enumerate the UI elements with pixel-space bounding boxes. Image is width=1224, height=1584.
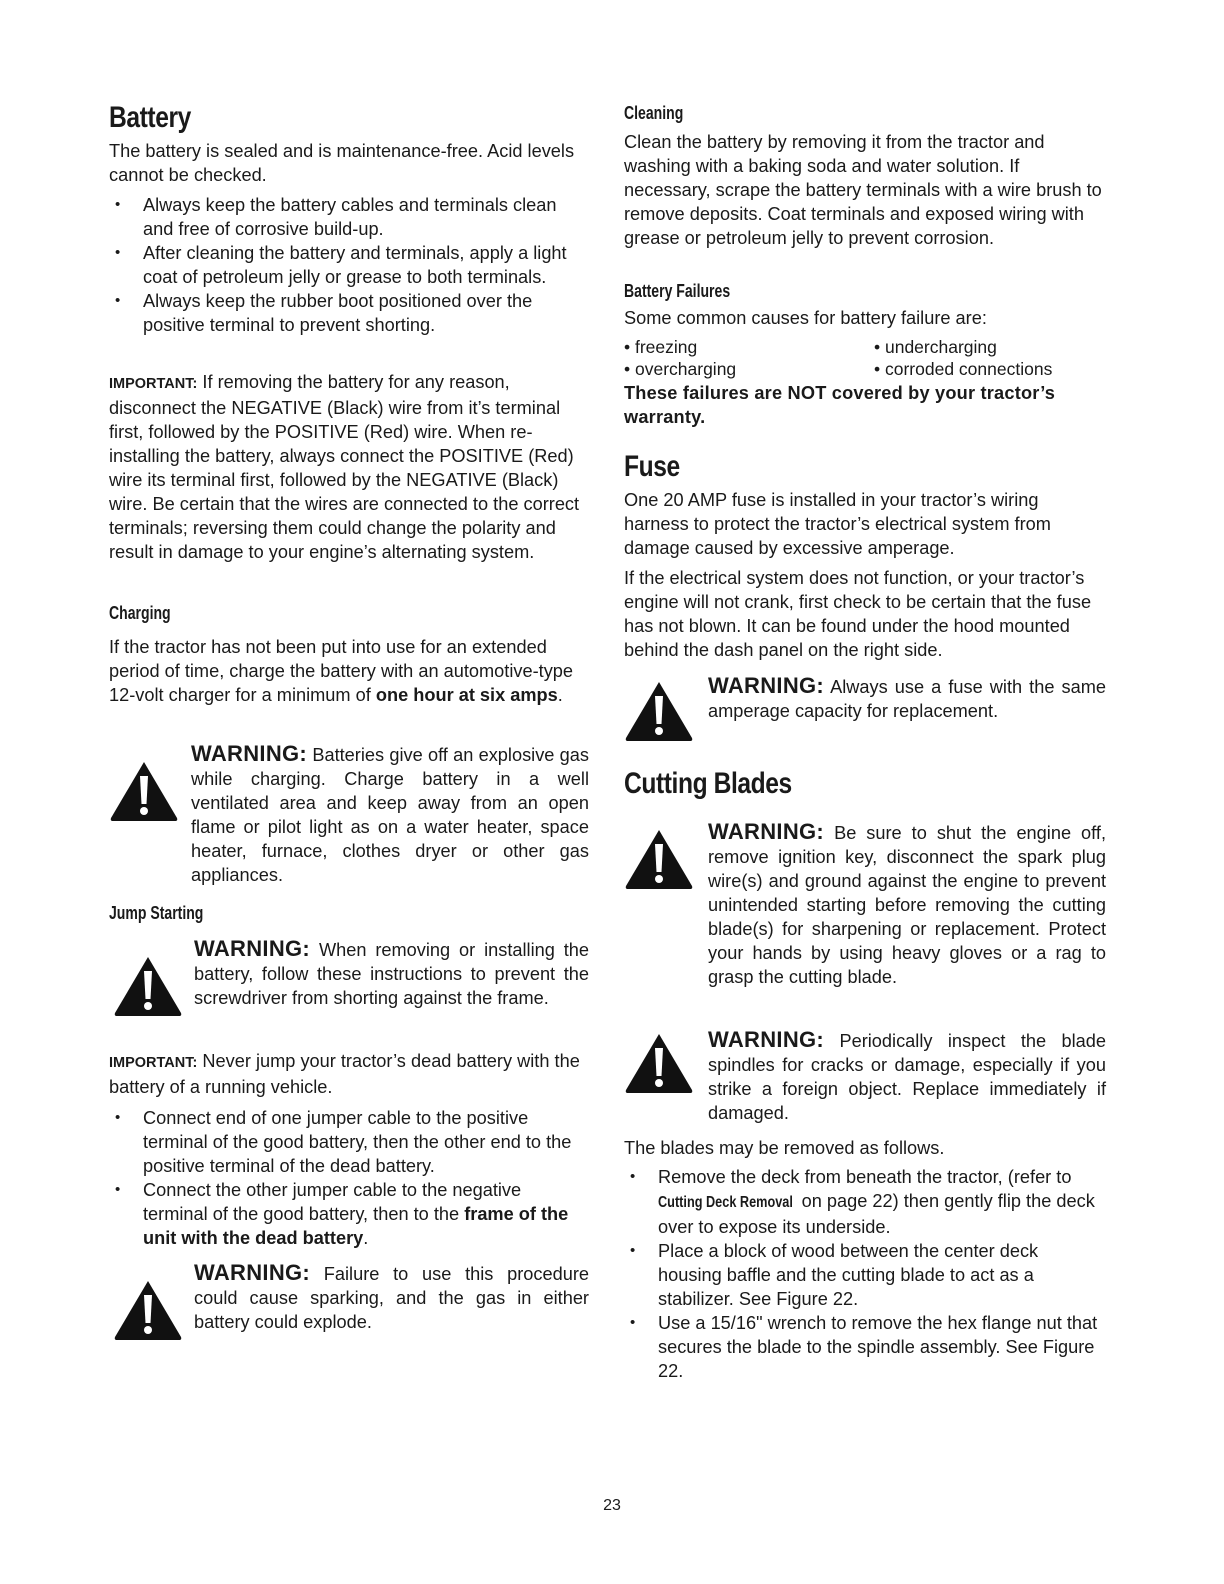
charging-text: If the tractor has not been put into use for an extended period of time, charge the battery with an automotive-type 12-volt charger for a minimum of one hour at six amps. [109, 637, 574, 705]
list-item: • Use a 15/16" wrench to remove the hex flange nut that secures the blade to the spindle assembly. See Figure 22. [624, 1311, 1106, 1383]
charging-heading: Charging [109, 603, 171, 623]
list-item: • corroded connections [874, 359, 1053, 379]
warning-charging: WARNING: Batteries give off an explosive gas while charging. Charge battery in a well ventilated area and keep away from an open flame or pilot light as on a water heater, space heater, furnace, clothes dryer or other gas appliances. [109, 742, 589, 892]
list-item: • Connect the other jumper cable to the negative terminal of the good battery, then to the frame of the unit with the dead battery. [109, 1178, 589, 1250]
warning-label: WARNING: [194, 1260, 311, 1285]
cutting-blades-section-heading: Cutting Blades [624, 767, 792, 800]
warning-jump-starting: WARNING: When removing or installing the battery, follow these instructions to prevent the screwdriver from shorting against the frame. [109, 937, 589, 1037]
fuse-paragraph-1: One 20 AMP fuse is installed in your tractor’s wiring harness to protect the tractor’s electrical system from damage caused by excessive amperage. [624, 490, 1051, 558]
failures-list [624, 336, 1106, 380]
battery-bullet-list [109, 193, 589, 337]
list-item: • Place a block of wood between the center deck housing baffle and the cutting blade to act as a stabilizer. See Figure 22. [624, 1239, 1106, 1311]
jump-bullet-list [109, 1106, 589, 1250]
important-label: IMPORTANT: [109, 1055, 198, 1071]
fuse-section-heading: Fuse [624, 450, 680, 483]
warning-triangle-icon [624, 1032, 694, 1094]
blades-intro: The blades may be removed as follows. [624, 1138, 945, 1158]
failures-intro: Some common causes for battery failure are: [624, 308, 987, 328]
warning-label: WARNING: [708, 1027, 825, 1052]
blade-removal-steps [624, 1165, 1106, 1383]
battery-intro: The battery is sealed and is maintenance-free. Acid levels cannot be checked. [109, 141, 575, 185]
important-note-disconnect: IMPORTANT: If removing the battery for any reason, disconnect the NEGATIVE (Black) wire from it’s terminal first, followed by the POSITIVE (Red) wire. When re-installing the battery, always connect the POSITIVE (Red) wire its terminal first, followed by the NEGATIVE (Black) wire. Be certain that the wires are connected to the correct terminals; reversing them could change the polarity and result in damage to your engine’s alternating system. [109, 372, 580, 562]
warning-explode: WARNING: Failure to use this procedure could cause sparking, and the gas in either battery could explode. [109, 1261, 589, 1351]
warning-triangle-icon [109, 760, 179, 822]
warning-triangle-icon [624, 680, 694, 742]
important-label: IMPORTANT: [109, 376, 198, 392]
list-item: • Connect end of one jumper cable to the positive terminal of the good battery, then the other end to the positive terminal of the dead battery. [109, 1106, 589, 1178]
failures-warranty-note: These failures are NOT covered by your tractor’s warranty. [624, 383, 1056, 427]
important-note-jump: IMPORTANT: Never jump your tractor’s dead battery with the battery of a running vehicle. [109, 1051, 580, 1097]
list-item: • After cleaning the battery and terminals, apply a light coat of petroleum jelly or grease to both terminals. [109, 241, 589, 289]
warning-label: WARNING: [194, 936, 311, 961]
page-number: 23 [603, 1497, 621, 1514]
list-item: • undercharging [874, 337, 997, 357]
list-item: • Remove the deck from beneath the tractor, (refer to Cutting Deck Removal on page 22) then gently flip the deck over to expose its underside. [624, 1165, 1106, 1239]
warning-triangle-icon [624, 828, 694, 890]
fuse-paragraph-2: If the electrical system does not function, or your tractor’s engine will not crank, first check to be certain that the fuse has not blown. It can be found under the hood mounted behind the dash panel on the right side. [624, 568, 1092, 660]
warning-fuse: WARNING: Always use a fuse with the same amperage capacity for replacement. [624, 674, 1106, 746]
warning-blade-removal: WARNING: Be sure to shut the engine off, remove ignition key, disconnect the spark plug wire(s) and ground against the engine to prevent unintended starting before removing the cutting blade(s) for sharpening or replacement. Protect your hands by using heavy gloves or a rag to grasp the cutting blade. [624, 820, 1106, 1020]
warning-triangle-icon [113, 1279, 183, 1341]
warning-spindle-inspection: WARNING: Periodically inspect the blade spindles for cracks or damage, especially if you strike a foreign object. Replace immediately if damaged. [624, 1028, 1106, 1128]
list-item: • overcharging [624, 359, 737, 379]
warning-label: WARNING: [708, 673, 825, 698]
battery-section-heading: Battery [109, 101, 191, 134]
cross-reference: Cutting Deck Removal [658, 1194, 793, 1211]
list-item: • freezing [624, 337, 698, 357]
warning-label: WARNING: [191, 741, 308, 766]
list-item: • Always keep the rubber boot positioned over the positive terminal to prevent shorting. [109, 289, 589, 337]
warning-triangle-icon [113, 955, 183, 1017]
jump-starting-heading: Jump Starting [109, 903, 204, 923]
battery-failures-heading: Battery Failures [624, 281, 731, 301]
cleaning-heading: Cleaning [624, 103, 684, 123]
warning-label: WARNING: [708, 819, 825, 844]
list-item: • Always keep the battery cables and terminals clean and free of corrosive build-up. [109, 193, 589, 241]
cleaning-text: Clean the battery by removing it from the tractor and washing with a baking soda and water solution. If necessary, scrape the battery terminals with a wire brush to remove deposits. Coat terminals and exposed wiring with grease or petroleum jelly to prevent corrosion. [624, 132, 1102, 248]
